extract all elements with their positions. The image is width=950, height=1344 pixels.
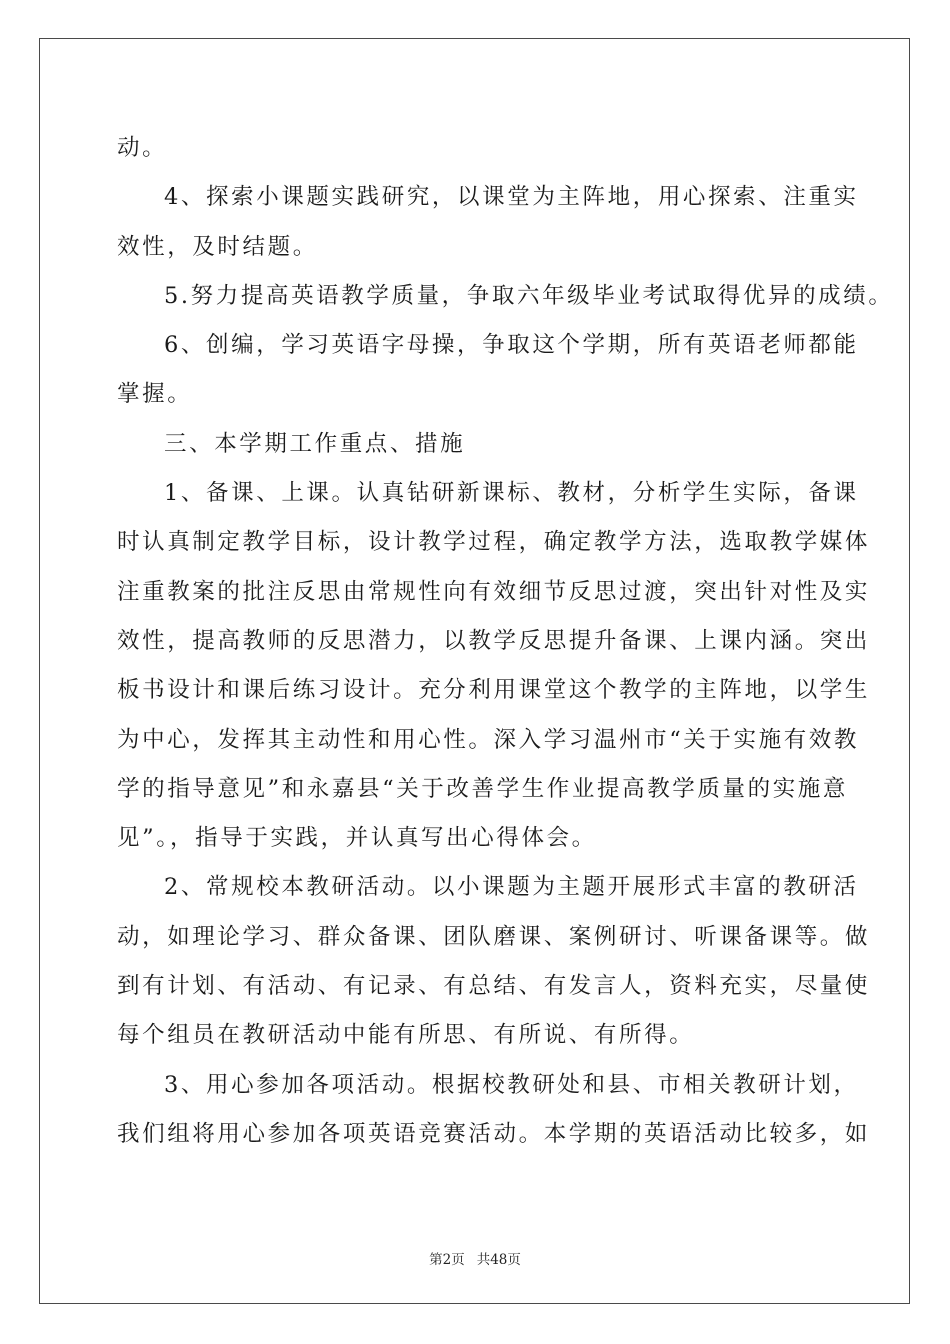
text-line: 学的指导意见”和永嘉县“关于改善学生作业提高教学质量的实施意 xyxy=(117,775,849,802)
page-total: 共48页 xyxy=(476,1252,521,1268)
text-line: 时认真制定教学目标，设计教学过程，确定教学方法，选取教学媒体 xyxy=(117,529,871,556)
text-line: 2、常规校本教研活动。以小课题为主题开展形式丰富的教研活 xyxy=(164,874,859,901)
text-line: 1、备课、上课。认真钻研新课标、教材，分析学生实际，备课 xyxy=(164,480,859,507)
text-line: 效性，及时结题。 xyxy=(117,233,318,260)
text-line: 6、创编，学习英语字母操，争取这个学期，所有英语老师都能 xyxy=(164,332,859,359)
text-line: 4、探索小课题实践研究，以课堂为主阵地，用心探索、注重实 xyxy=(164,184,859,211)
section-heading: 三、本学期工作重点、措施 xyxy=(164,430,466,457)
text-line: 到有计划、有活动、有记录、有总结、有发言人，资料充实，尽量使 xyxy=(117,973,871,1000)
text-line: 我们组将用心参加各项英语竞赛活动。本学期的英语活动比较多，如 xyxy=(117,1120,871,1147)
text-line: 板书设计和课后练习设计。充分利用课堂这个教学的主阵地，以学生 xyxy=(117,677,871,704)
text-line: 为中心，发挥其主动性和用心性。深入学习温州市“关于实施有效教 xyxy=(117,726,860,753)
page-footer xyxy=(0,1248,950,1268)
document-body xyxy=(117,124,894,1159)
text-line: 效性，提高教师的反思潜力，以教学反思提升备课、上课内涵。突出 xyxy=(117,627,871,654)
page-number: 第2页 xyxy=(429,1252,465,1268)
text-line: 动。 xyxy=(117,135,168,161)
text-line: 掌握。 xyxy=(117,381,193,408)
text-line: 动，如理论学习、群众备课、团队磨课、案例研讨、听课备课等。做 xyxy=(117,923,871,950)
text-line: 见”。，指导于实践，并认真写出心得体会。 xyxy=(117,825,597,852)
text-line: 注重教案的批注反思由常规性向有效细节反思过渡，突出针对性及实 xyxy=(117,578,871,605)
text-line: 每个组员在教研活动中能有所思、有所说、有所得。 xyxy=(117,1022,695,1049)
text-line: 3、用心参加各项活动。根据校教研处和县、市相关教研计划， xyxy=(164,1071,859,1098)
text-line: 5.努力提高英语教学质量，争取六年级毕业考试取得优异的成绩。 xyxy=(164,282,894,309)
text-block xyxy=(117,124,894,1159)
